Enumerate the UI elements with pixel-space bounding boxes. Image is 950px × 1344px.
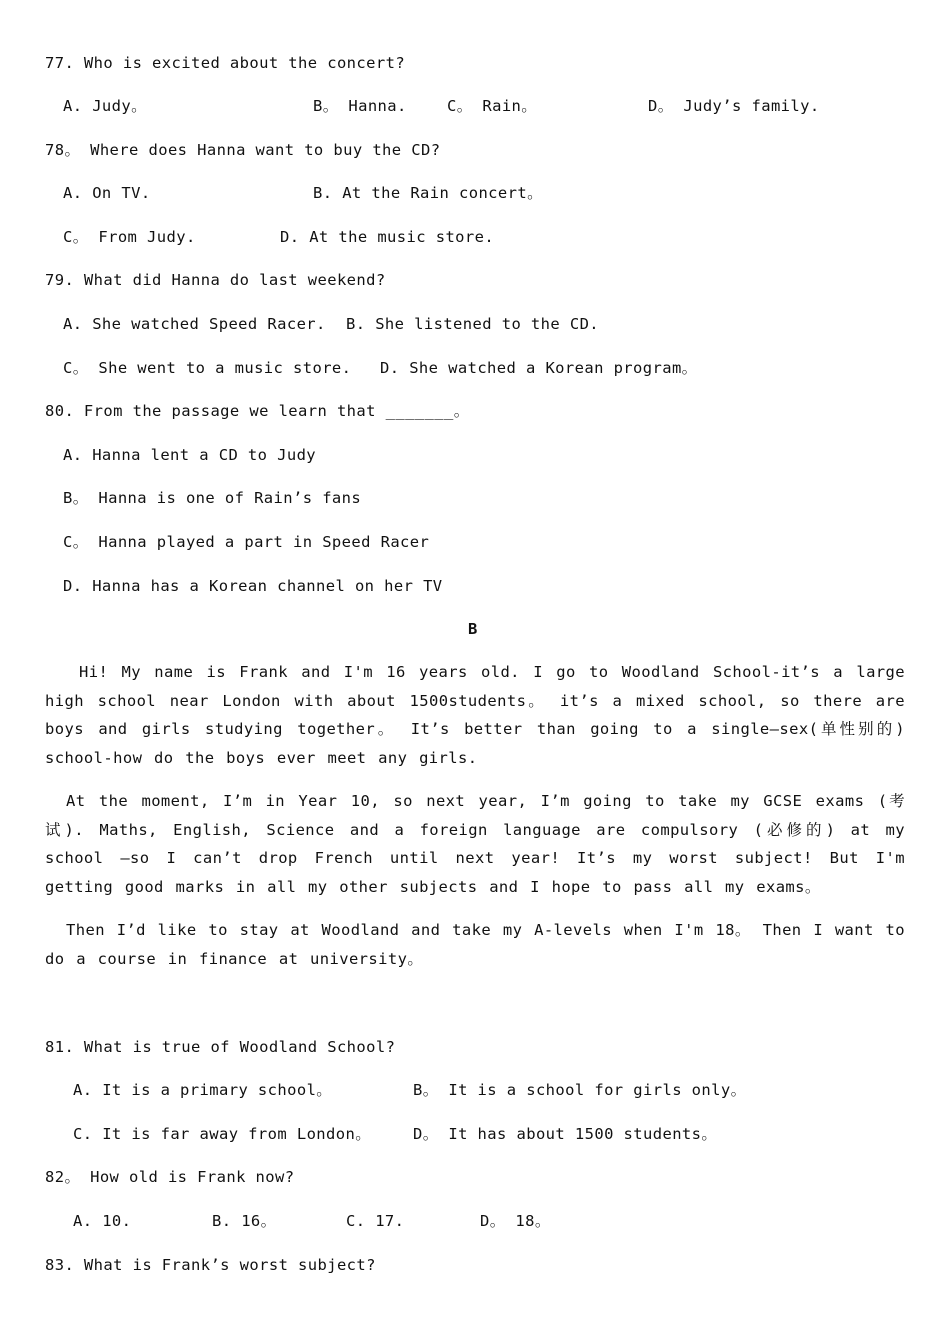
question-77: 77. Who is excited about the concert? (45, 54, 406, 72)
question-83: 83. What is Frank’s worst subject? (45, 1256, 376, 1274)
passage-paragraph-1: Hi! My name is Frank and I'm 16 years old. I go to Woodland School-it’s a large high school near London with about 1500students。 it’s a mixed school, so there are boys and girls studying together。 It’s better than going to a single—sex(单性别的) school-how do the boys ever meet any girls. (45, 663, 905, 768)
option-79-d: D. She watched a Korean program。 (380, 359, 698, 377)
option-78-b: B. At the Rain concert。 (313, 184, 543, 202)
question-82: 82。 How old is Frank now? (45, 1168, 295, 1186)
option-79-a: A. She watched Speed Racer. (63, 315, 326, 333)
option-82-c: C. 17. (346, 1212, 405, 1230)
option-80-c: C。 Hanna played a part in Speed Racer (63, 533, 430, 551)
option-82-b: B. 16。 (212, 1212, 277, 1230)
question-81: 81. What is true of Woodland School? (45, 1038, 396, 1056)
option-81-d: D。 It has about 1500 students。 (413, 1125, 718, 1143)
option-79-b: B. She listened to the CD. (346, 315, 600, 333)
passage-paragraph-2: At the moment, I’m in Year 10, so next year, I’m going to take my GCSE exams (考试). Maths, English, Science and a foreign language are compulsory (必修的) at my school —so I can’t drop French until next year! It’s my worst subject! But I'm getting good marks in all my other subjects and I hope to pass all my exams。 (45, 792, 905, 897)
option-77-b: B。 Hanna. (313, 97, 407, 115)
section-title: B (468, 620, 478, 638)
question-78: 78。 Where does Hanna want to buy the CD? (45, 141, 441, 159)
option-78-c: C。 From Judy. (63, 228, 196, 246)
option-78-a: A. On TV. (63, 184, 151, 202)
option-80-b: B。 Hanna is one of Rain’s fans (63, 489, 362, 507)
option-78-d: D. At the music store. (280, 228, 495, 246)
option-82-d: D。 18。 (480, 1212, 551, 1230)
option-80-d: D. Hanna has a Korean channel on her TV (63, 577, 443, 595)
option-81-b: B。 It is a school for girls only。 (413, 1081, 747, 1099)
option-80-a: A. Hanna lent a CD to Judy (63, 446, 317, 464)
option-79-c: C。 She went to a music store. (63, 359, 352, 377)
option-77-d: D。 Judy’s family. (648, 97, 820, 115)
option-81-c: C. It is far away from London。 (73, 1125, 372, 1143)
option-77-c: C。 Rain。 (447, 97, 538, 115)
passage-paragraph-3: Then I’d like to stay at Woodland and take my A-levels when I'm 18。 Then I want to do a course in finance at university。 (45, 921, 905, 968)
option-81-a: A. It is a primary school。 (73, 1081, 333, 1099)
option-77-a: A. Judy。 (63, 97, 148, 115)
question-79: 79. What did Hanna do last weekend? (45, 271, 386, 289)
question-80: 80. From the passage we learn that _______。 (45, 402, 470, 420)
option-82-a: A. 10. (73, 1212, 132, 1230)
